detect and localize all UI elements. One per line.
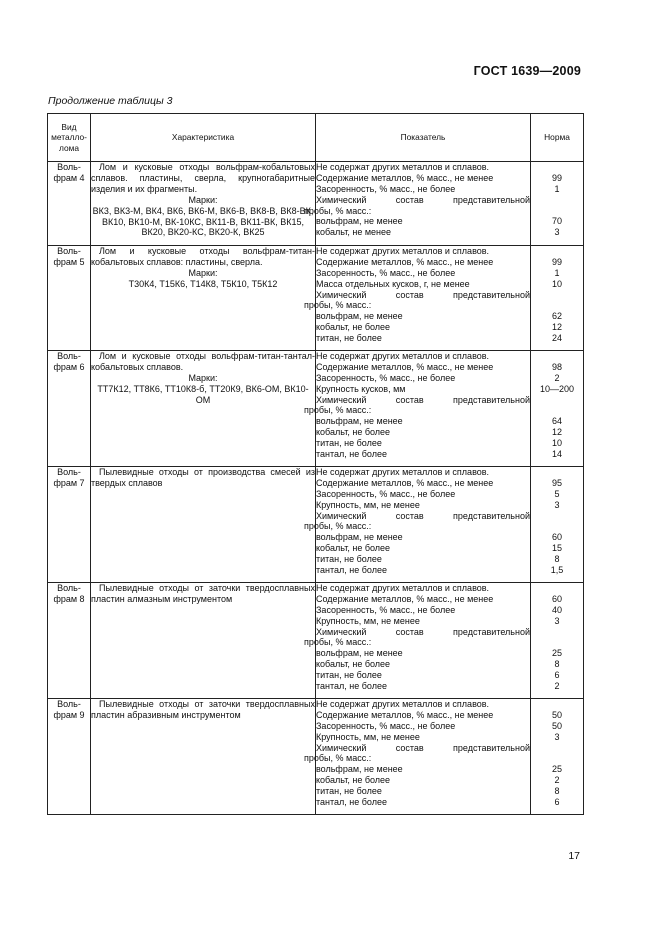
indicator-line: кобальт, не более xyxy=(316,322,391,333)
norm-cell xyxy=(531,162,584,246)
indicator-line: кобальт, не менее xyxy=(316,227,392,238)
norm-value xyxy=(531,246,583,257)
norm-value xyxy=(531,583,583,594)
norm-value: 10 xyxy=(551,278,562,289)
indicator-cell xyxy=(304,162,531,246)
indicator-line: пробы, % масс.: xyxy=(304,205,372,216)
norm-value: 3 xyxy=(554,499,560,510)
indicator-line: Засоренность, % масс., не более xyxy=(316,183,456,194)
indicator-line: Химический состав представительной xyxy=(316,394,530,405)
table-row xyxy=(48,246,584,351)
column-header-indicator: Показатель xyxy=(316,114,531,162)
indicator-line: Крупность, мм, не менее xyxy=(316,731,420,742)
indicator-line: Не содержат других металлов и сплавов. xyxy=(316,583,490,593)
norm-value xyxy=(531,521,583,532)
norm-value xyxy=(531,627,583,638)
indicator-cell xyxy=(304,467,531,583)
scrap-type-cell: Воль-фрам 6 xyxy=(48,351,91,467)
indicator-line: пробы, % масс.: xyxy=(304,405,372,416)
norm-value xyxy=(531,351,583,362)
brands-label: Марки: xyxy=(188,372,218,383)
document-id: ГОСТ 1639—2009 xyxy=(473,64,581,78)
characteristic-cell xyxy=(91,351,316,467)
characteristic-text: Пылевидные отходы от заточки твердосплавных пластин абразивным инструментом xyxy=(91,699,315,720)
norm-value: 5 xyxy=(554,488,560,499)
norm-value xyxy=(531,162,583,173)
indicator-line: вольфрам, не менее xyxy=(316,764,403,775)
indicator-cell xyxy=(304,699,531,815)
indicator-line: Засоренность, % масс., не более xyxy=(316,372,456,383)
indicator-line: Не содержат других металлов и сплавов. xyxy=(316,699,490,709)
norm-value xyxy=(531,511,583,522)
indicator-line: кобальт, не более xyxy=(316,775,391,786)
characteristic-cell xyxy=(91,699,316,815)
scrap-type-cell: Воль-фрам 4 xyxy=(48,162,91,246)
indicator-line: Не содержат других металлов и сплавов. xyxy=(316,246,490,256)
norm-value: 62 xyxy=(551,311,562,322)
indicator-line: тантал, не более xyxy=(316,449,387,460)
norm-value: 10—200 xyxy=(539,383,575,394)
norm-value: 10 xyxy=(551,438,562,449)
spec-table xyxy=(47,113,584,815)
indicator-line: Не содержат других металлов и сплавов. xyxy=(316,467,490,477)
norm-cell xyxy=(531,467,584,583)
indicator-line: вольфрам, не менее xyxy=(316,648,403,659)
norm-value xyxy=(531,300,583,311)
indicator-line: Крупность, мм, не менее xyxy=(316,615,420,626)
norm-value: 8 xyxy=(554,786,560,797)
indicator-line: Засоренность, % масс., не более xyxy=(316,720,456,731)
indicator-line: тантал, не более xyxy=(316,681,387,692)
indicator-line: Химический состав представительной xyxy=(316,194,530,205)
norm-value: 50 xyxy=(551,720,562,731)
norm-value: 12 xyxy=(551,322,562,333)
indicator-line: Химический состав представительной xyxy=(316,742,530,753)
indicator-line: титан, не более xyxy=(316,786,382,797)
norm-value: 15 xyxy=(551,543,562,554)
indicator-line: Химический состав представительной xyxy=(316,289,530,300)
norm-value: 3 xyxy=(554,227,560,238)
norm-cell xyxy=(531,699,584,815)
norm-value xyxy=(531,195,583,206)
indicator-line: Засоренность, % масс., не более xyxy=(316,267,456,278)
norm-value: 8 xyxy=(554,659,560,670)
table-row xyxy=(48,162,584,246)
indicator-line: Масса отдельных кусков, г, не менее xyxy=(316,278,470,289)
norm-value xyxy=(531,290,583,301)
norm-value xyxy=(531,467,583,478)
norm-value: 6 xyxy=(554,797,560,808)
indicator-line: кобальт, не более xyxy=(316,427,391,438)
indicator-line: Засоренность, % масс., не более xyxy=(316,604,456,615)
table-row xyxy=(48,583,584,699)
indicator-line: Не содержат других металлов и сплавов. xyxy=(316,351,490,361)
scrap-type-cell: Воль-фрам 8 xyxy=(48,583,91,699)
indicator-line: Содержание металлов, % масс., не менее xyxy=(316,256,494,267)
indicator-line: Крупность кусков, мм xyxy=(316,383,406,394)
scrap-type-cell: Воль-фрам 9 xyxy=(48,699,91,815)
indicator-line: Содержание металлов, % масс., не менее xyxy=(316,361,494,372)
norm-value: 1 xyxy=(554,183,560,194)
indicator-line: Содержание металлов, % масс., не менее xyxy=(316,709,494,720)
column-header-norm: Норма xyxy=(531,114,584,162)
indicator-line: вольфрам, не менее xyxy=(316,416,403,427)
characteristic-cell xyxy=(91,246,316,351)
norm-value: 2 xyxy=(554,681,560,692)
characteristic-text: Пылевидные отходы от производства смесей из твердых сплавов xyxy=(91,467,315,488)
characteristic-text: Лом и кусковые отходы вольфрам-титан-кобальтовых сплавов: пластины, сверла. xyxy=(91,246,315,267)
norm-value: 24 xyxy=(551,333,562,344)
norm-cell xyxy=(531,583,584,699)
table-row xyxy=(48,467,584,583)
indicator-line: вольфрам, не менее xyxy=(316,311,403,322)
norm-value: 8 xyxy=(554,554,560,565)
page-number: 17 xyxy=(568,850,580,862)
table-row xyxy=(48,699,584,815)
norm-value xyxy=(531,405,583,416)
brands-label: Марки: xyxy=(188,194,218,205)
characteristic-cell xyxy=(91,583,316,699)
table-caption: Продолжение таблицы 3 xyxy=(48,95,173,107)
norm-value: 95 xyxy=(551,477,562,488)
indicator-line: тантал, не более xyxy=(316,565,387,576)
table-row xyxy=(48,351,584,467)
brands-list: Т30К4, Т15К6, Т14К8, Т5К10, Т5К12 xyxy=(128,278,278,289)
indicator-line: титан, не более xyxy=(316,438,382,449)
norm-value: 3 xyxy=(554,615,560,626)
indicator-line: вольфрам, не менее xyxy=(316,532,403,543)
norm-value: 3 xyxy=(554,731,560,742)
indicator-line: Не содержат других металлов и сплавов. xyxy=(316,162,490,172)
norm-value: 12 xyxy=(551,427,562,438)
norm-value: 50 xyxy=(551,709,562,720)
norm-value: 2 xyxy=(554,775,560,786)
indicator-line: тантал, не более xyxy=(316,797,387,808)
norm-value: 60 xyxy=(551,532,562,543)
norm-value: 70 xyxy=(551,216,562,227)
norm-value: 98 xyxy=(551,361,562,372)
indicator-line: кобальт, не более xyxy=(316,659,391,670)
characteristic-text: Пылевидные отходы от заточки твердосплавных пластин алмазным инструментом xyxy=(91,583,315,604)
norm-cell xyxy=(531,351,584,467)
indicator-line: пробы, % масс.: xyxy=(304,637,372,648)
norm-value: 2 xyxy=(554,372,560,383)
indicator-line: вольфрам, не менее xyxy=(316,216,403,227)
brands-label: Марки: xyxy=(188,267,218,278)
characteristic-text: Лом и кусковые отходы вольфрам-кобальтовых сплавов. пластины, сверла, крупногабаритные изделия и их фрагменты. xyxy=(91,162,315,194)
indicator-line: Химический состав представительной xyxy=(316,626,530,637)
norm-value: 40 xyxy=(551,604,562,615)
indicator-cell xyxy=(304,583,531,699)
norm-value: 25 xyxy=(551,648,562,659)
indicator-line: титан, не более xyxy=(316,670,382,681)
indicator-line: Засоренность, % масс., не более xyxy=(316,488,456,499)
indicator-line: Крупность, мм, не менее xyxy=(316,499,420,510)
norm-value: 99 xyxy=(551,256,562,267)
norm-value xyxy=(531,206,583,217)
indicator-line: Содержание металлов, % масс., не менее xyxy=(316,477,494,488)
brands-list: ВК3, ВК3-М, ВК4, ВК6, ВК6-М, ВК6-В, ВК8-В, ВК8-ВК, ВК10, ВК10-М, ВК-10КС, ВК11-В, ВК11-ВК, ВК15, ВК20, ВК20-КС, ВК20-К, ВК25 xyxy=(92,205,314,238)
table-header-row xyxy=(48,114,584,162)
indicator-line: пробы, % масс.: xyxy=(304,521,372,532)
indicator-line: пробы, % масс.: xyxy=(304,753,372,764)
norm-value xyxy=(531,699,583,710)
norm-value xyxy=(531,753,583,764)
indicator-line: Химический состав представительной xyxy=(316,510,530,521)
indicator-line: Содержание металлов, % масс., не менее xyxy=(316,172,494,183)
indicator-line: пробы, % масс.: xyxy=(304,300,372,311)
indicator-cell xyxy=(304,246,531,351)
norm-value xyxy=(531,637,583,648)
indicator-line: Содержание металлов, % масс., не менее xyxy=(316,593,494,604)
norm-value: 99 xyxy=(551,172,562,183)
scrap-type-cell: Воль-фрам 5 xyxy=(48,246,91,351)
characteristic-cell xyxy=(91,467,316,583)
norm-value: 6 xyxy=(554,670,560,681)
scrap-type-cell: Воль-фрам 7 xyxy=(48,467,91,583)
column-header-characteristic: Характеристика xyxy=(91,114,316,162)
characteristic-cell xyxy=(91,162,316,246)
brands-list: ТТ7К12, ТТ8К6, ТТ10К8-б, ТТ20К9, ВК6-ОМ, ВК10-ОМ xyxy=(97,383,309,405)
indicator-cell xyxy=(304,351,531,467)
norm-cell xyxy=(531,246,584,351)
norm-value: 1,5 xyxy=(550,565,564,576)
characteristic-text: Лом и кусковые отходы вольфрам-титан-тантал-кобальтовых сплавов. xyxy=(91,351,315,372)
norm-value: 25 xyxy=(551,764,562,775)
norm-value: 64 xyxy=(551,416,562,427)
indicator-line: кобальт, не более xyxy=(316,543,391,554)
norm-value xyxy=(531,743,583,754)
norm-value: 14 xyxy=(551,449,562,460)
norm-value xyxy=(531,395,583,406)
norm-value: 1 xyxy=(554,267,560,278)
indicator-line: титан, не более xyxy=(316,333,382,344)
norm-value: 60 xyxy=(551,593,562,604)
indicator-line: титан, не более xyxy=(316,554,382,565)
column-header-type: Вид металло-лома xyxy=(48,114,91,162)
